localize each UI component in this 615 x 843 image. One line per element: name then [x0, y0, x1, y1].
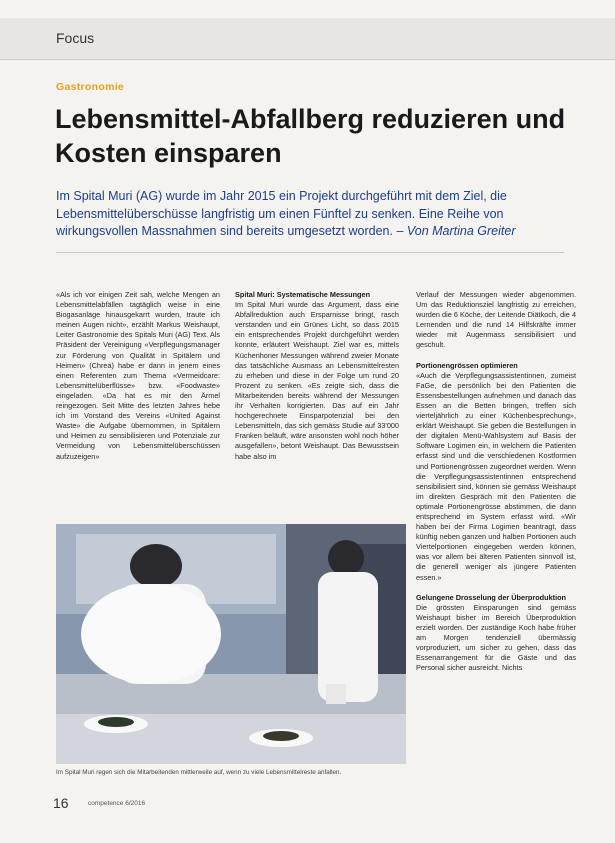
column-1: [56, 290, 220, 462]
column-1-text: «Als ich vor einigen Zeit sah, welche Mengen an Lebensmittelabfällen tagtäglich weise in eine Biogasanlage hinausgekarrt wurden, traute ich meinen Augen nicht», erzählt Markus Weishaupt, Leiter Gastronomie des Spitals Muri (AG) Text. Als Präsident der Vereinigung «Verpflegungsmanager zur Förderung von Qualität in Spitälern und Heimen» (Chrea) habe er dann in jenem eines einen Referenten zum Thema «Vermeidcare: Lebensmittelüberflüsse» bzw. «Foodwaste» eingeladen. «Da hat es mir den Ärmel reingezogen. Seit Mitte des letzten Jahres hebe ich im Vorstand des Vereins «United Against Waste» die Aufgabe übernommen, in Spitälern und Heimen zu sensibilisieren und Potenziale zur Vermeidung von Lebensmittelüberschüssen aufzuzeigen»: [56, 290, 220, 461]
page-number: 16: [53, 795, 69, 811]
article-lead: [56, 188, 566, 241]
section-label: Focus: [56, 30, 95, 46]
column-3-subhead-1: Portionengrössen optimieren: [416, 360, 518, 370]
column-2: [235, 290, 399, 462]
column-3: [416, 290, 576, 673]
column-2-text: Im Spital Muri wurde das Argument, dass eine Abfallreduktion auch Ersparnisse bringt, rasch verstanden und ein Grünes Licht, so dass 2015 ein entsprechendes Projekt durchgeführt werden konnte, erläutert Weishaupt. Ziel war es, mittels Küchenhoner Messungen während zweier Monate das tatsächliche Ausmass an Lebensmittelresten zu erheben und diese in der Folge um rund 20 Prozent zu senken. «Es zeigte sich, dass die Mitarbeitenden bereits während der Messungen ihr Verhalten korrigierten. Das auf ein Jahr hochgerechnete Einsparpotenzial bei den Lebensmitteln, das sich gemäss Studie auf 33'000 Franken beläuft, wäre ansonsten wohl noch höher ausgefallen», betont Weishaupt. Das Bewusstsein habe also im: [235, 300, 399, 461]
divider: [56, 252, 564, 253]
photo-caption: Im Spital Muri regen sich die Mitarbeitenden mittlerweile auf, wenn zu viele Lebensmittelreste anfallen.: [56, 769, 342, 776]
article-title: Lebensmittel-Abfallberg reduzieren und Kosten einsparen: [55, 104, 566, 168]
column-3-text-2: Die grössten Einsparungen sind gemäss Weishaupt bisher im Bereich Überproduktion erzielt worden. Der zuständige Koch habe früher am Morgen tendenziell übermässig vorproduziert, um sicher zu gehen, dass das Essenarrangement für die Gäste und das Personal sicher ausreicht. Nichts: [416, 602, 576, 673]
kitchen-photo-illustration: [56, 524, 406, 764]
magazine-issue: competence 6/2016: [88, 800, 146, 807]
column-3-subhead-2: Gelungene Drosselung der Überproduktion: [416, 592, 567, 602]
kitchen-photo: [56, 524, 406, 764]
column-3-text-1: «Auch die Verpflegungsassistentinnen, zumeist FaGe, die persönlich bei den Patienten die Essensbestellungen aufnehmen und danach das Essen an die Betten bringen, treffen sich vierteljährlich zu einer Küchenbesprechung», erklärt Weishaupt. Sie geben die Bestellungen in der digitalen Menü-Wahlsystem auf Basis der Software Logimen ein, in welchem die Patienten erfasst sind und die verschiedenen Kostformen und Portionengrössen zugeordnet werden. Wenn die Verpflegungsassistentinnen entsprechend sensibilisiert sind, können sie gemäss Weishaupt im direkten Gespräch mit den Patienten die optimale Portionengrösse abstimmen, die dann entsprechend im System erfasst wird. «Wir haben bei der Firma Logimen beantragt, dass künftig neben ganzen und halben Portionen auch Viertelportionen eingegeben werden können, was vor allem bei älteren Patienten sinnvoll ist, die generell weniger als jüngere Patienten essen.»: [416, 370, 576, 582]
column-3-intro: Verlauf der Messungen wieder abgenommen. Um das Reduktionsziel langfristig zu erreichen, wurden die 6 Köche, der Leitende Diätkoch, die 4 Lernenden und die rund 14 Hilfskräfte immer wieder mit Augenmass sensibilisiert und geschult.: [416, 290, 576, 350]
article-kicker: Gastronomie: [56, 81, 125, 93]
article-author: – Von Martina Greiter: [396, 224, 516, 238]
lead-text: Im Spital Muri (AG) wurde im Jahr 2015 ein Projekt durchgeführt mit dem Ziel, die Lebensmittelüberschüsse langfristig um einen Fünftel zu senken. Eine Reihe von wirkungsvollen Massnahmen sind bereits umgesetzt worden.: [56, 189, 507, 238]
column-2-subhead: Spital Muri: Systematische Messungen: [235, 290, 371, 299]
